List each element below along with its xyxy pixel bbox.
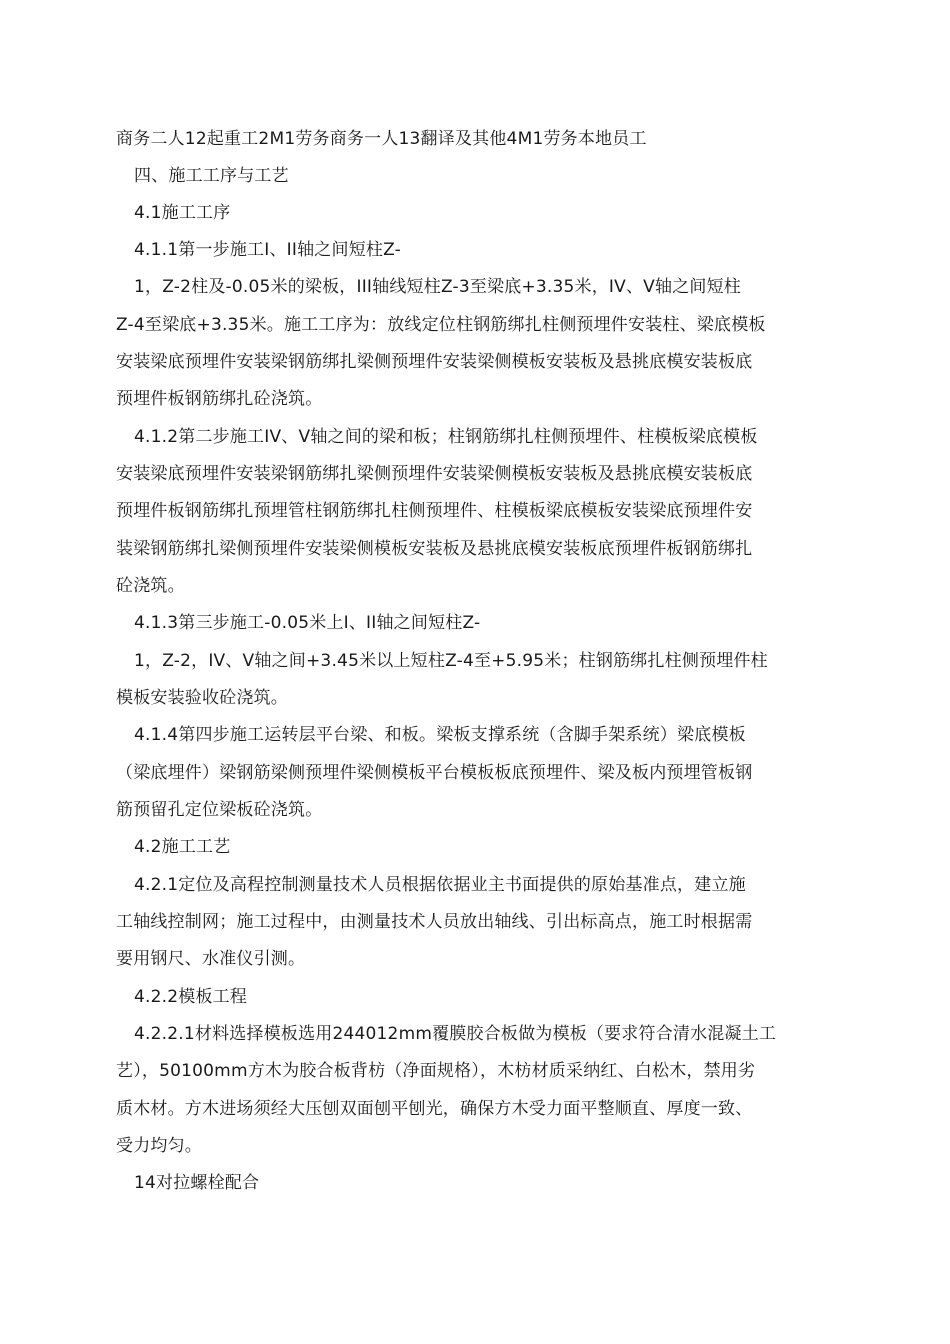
text-line: 砼浇筑。 (116, 576, 185, 596)
text-line: 1，Z-2，IV、V轴之间+3.45米以上短柱Z-4至+5.95米；柱钢筋绑扎柱侧预埋件柱 (134, 651, 768, 671)
text-line: 筋预留孔定位梁板砼浇筑。 (116, 800, 323, 820)
text-line: （梁底埋件）梁钢筋梁侧预埋件梁侧模板平台模板板底预埋件、梁及板内预埋管板钢 (116, 763, 753, 783)
subsection-heading: 4.2.2模板工程 (134, 987, 248, 1007)
text-line: 1，Z-2柱及-0.05米的梁板，III轴线短柱Z-3至梁底+3.35米，IV、V轴之间短柱 (134, 277, 742, 297)
subsection-heading: 4.2施工工艺 (134, 837, 231, 857)
text-line: 4.2.2.1材料选择模板选用244012mm覆膜胶合板做为模板（要求符合清水混凝土工 (134, 1024, 777, 1044)
text-line: 14对拉螺栓配合 (134, 1173, 260, 1193)
text-line: Z-4至梁底+3.35米。施工工序为：放线定位柱钢筋绑扎柱侧预埋件安装柱、梁底模板 (116, 315, 766, 335)
text-line: 要用钢尺、水准仪引测。 (116, 949, 306, 969)
text-line: 4.1.3第三步施工-0.05米上I、II轴之间短柱Z- (134, 613, 481, 633)
text-line: 艺），50100mm方木为胶合板背枋（净面规格），木枋材质采纳红、白松木，禁用劣 (116, 1061, 756, 1081)
subsection-heading: 4.1施工工序 (134, 203, 231, 223)
text-line: 4.2.1定位及高程控制测量技术人员根据依据业主书面提供的原始基准点，建立施 (134, 875, 746, 895)
text-line: 安装梁底预埋件安装梁钢筋绑扎梁侧预埋件安装梁侧模板安装板及悬挑底模安装板底 (116, 352, 753, 372)
text-line: 受力均匀。 (116, 1136, 202, 1156)
text-line: 安装梁底预埋件安装梁钢筋绑扎梁侧预埋件安装梁侧模板安装板及悬挑底模安装板底 (116, 464, 753, 484)
text-line: 4.1.2第二步施工IV、V轴之间的梁和板；柱钢筋绑扎柱侧预埋件、柱模板梁底模板 (134, 427, 758, 447)
text-line: 工轴线控制网；施工过程中，由测量技术人员放出轴线、引出标高点，施工时根据需 (116, 912, 753, 932)
section-heading: 四、施工工序与工艺 (134, 166, 289, 186)
text-line: 预埋件板钢筋绑扎预埋管柱钢筋绑扎柱侧预埋件、柱模板梁底模板安装梁底预埋件安 (116, 501, 753, 521)
text-line: 4.1.4第四步施工运转层平台梁、和板。梁板支撑系统（含脚手架系统）梁底模板 (134, 725, 746, 745)
text-line: 商务二人12起重工2M1劳务商务一人13翻译及其他4M1劳务本地员工 (116, 129, 647, 149)
text-line: 4.1.1第一步施工I、II轴之间短柱Z- (134, 240, 401, 260)
text-line: 质木材。方木进场须经大压刨双面刨平刨光，确保方木受力面平整顺直、厚度一致、 (116, 1099, 753, 1119)
text-line: 模板安装验收砼浇筑。 (116, 688, 288, 708)
text-line: 装梁钢筋绑扎梁侧预埋件安装梁侧模板安装板及悬挑底模安装板底预埋件板钢筋绑扎 (116, 539, 753, 559)
text-line: 预埋件板钢筋绑扎砼浇筑。 (116, 389, 323, 409)
